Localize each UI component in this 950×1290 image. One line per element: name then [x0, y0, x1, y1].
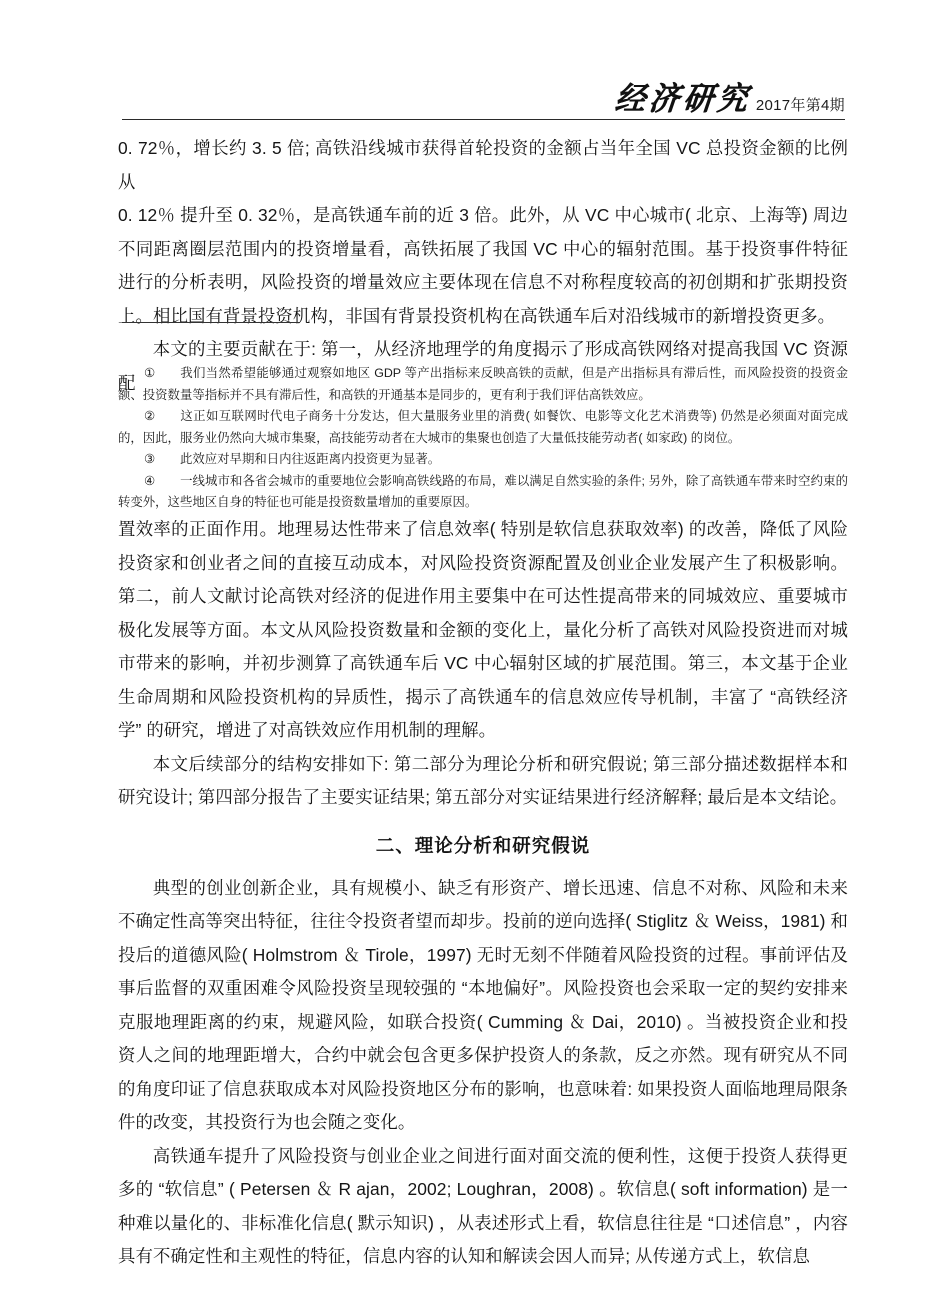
footnote-text: 我们当然希望能够通过观察如地区 GDP 等产出指标来反映高铁的贡献，但是产出指标具有滞后性，而风险投资的投资金额、投资数量等指标并不具有滞后性，和高铁的开通基本是同步的，更有利于我们评估高铁效应。 — [118, 366, 848, 402]
paragraph-contribution: 本文的主要贡献在于: 第一，从经济地理学的角度揭示了形成高铁网络对提高我国 VC 资源配 — [118, 339, 848, 393]
footnote-text: 此效应对早期和日内往返距离内投资更为显著。 — [180, 452, 441, 466]
footnote-list — [118, 363, 848, 514]
footnote-item — [118, 471, 848, 514]
footnote-marker: ④ — [144, 473, 156, 488]
footnote-text: 这正如互联网时代电子商务十分发达，但大量服务业里的消费( 如餐饮、电影等文化艺术消费等) 仍然是必须面对面完成的，因此，服务业仍然向大城市集聚，高技能劳动者在大城市的集聚也创造了大量低技能劳动者( 如家政) 的岗位。 — [118, 409, 848, 445]
section-heading: 二、理论分析和研究假说 — [375, 834, 591, 856]
paragraph-body: 0. 12％ 提升至 0. 32％，是高铁通车前的近 3 倍。此外，从 VC 中心城市( 北京、上海等) 周边不同距离圈层范围内的投资增量看，高铁拓展了我国 VC 中心的辐射范围。基于投资事件特征进行的分析表明，风险投资的增量效应主要体现在信息不对称程度较高的初创期和扩张期投资上。相比国有背景投资机构，非国有背景投资机构在高铁通车后对沿线城市的新增投资更多。 — [118, 205, 848, 326]
footnote-item — [118, 449, 848, 471]
footnote-marker: ③ — [144, 452, 156, 466]
footnote-marker: ① — [144, 366, 156, 380]
journal-logo: 经济研究 — [613, 81, 753, 117]
paragraph-theory-2: 高铁通车提升了风险投资与创业企业之间进行面对面交流的便利性，这便于投资人获得更多的 “软信息” ( Petersen ＆ R ajan，2002; Loughran，2008) 。软信息( soft information) 是一种难以量化的、非标准化信息( 默示知识) ，从表述形式上看，软信息往往是 “口述信息” ，内容具有不确定性和主观性的特征，信息内容的认知和解读会因人而异; 从传递方式上，软信息 — [118, 1145, 848, 1266]
issue-label: 2017年第4期 — [755, 97, 845, 114]
paragraph-theory-1: 典型的创业创新企业，具有规模小、缺乏有形资产、增长迅速、信息不对称、风险和未来不确定性高等突出特征，往往令投资者望而却步。投前的逆向选择( Stiglitz ＆ Weiss，1981) 和投后的道德风险( Holmstrom ＆ Tirole，1997) 无时无刻不伴随着风险投资的过程。事前评估及事后监督的双重困难令风险投资呈现较强的 “本地偏好”。风险投资也会采取一定的契约安排来克服地理距离的约束，规避风险，如联合投资( Cumming ＆ Dai，2010) 。当被投资企业和投资人之间的地理距增大，合约中就会包含更多保护投资人的条款，反之亦然。现有研究从不同的角度印证了信息获取成本对风险投资地区分布的影响，也意味着: 如果投资人面临地理局限条件的改变，其投资行为也会随之变化。 — [118, 877, 848, 1132]
body-text-lower — [118, 513, 848, 1274]
body-text-upper — [118, 132, 848, 400]
paragraph-continuation — [118, 132, 848, 333]
footnote-separator — [122, 322, 300, 323]
footnote-item — [118, 363, 848, 406]
footnote-text: 一线城市和各省会城市的重要地位会影响高铁线路的布局，难以满足自然实验的条件; 另外，除了高铁通车带来时空约束的转变外，这些地区自身的特征也可能是投资数量增加的重要原因。 — [118, 473, 848, 509]
header-divider — [122, 119, 845, 120]
paragraph-line-fragment: 0. 72％，增长约 3. 5 倍; 高铁沿线城市获得首轮投资的金额占当年全国 VC 总投资金额的比例从 — [118, 138, 848, 192]
paragraph-structure: 本文后续部分的结构安排如下: 第二部分为理论分析和研究假说; 第三部分描述数据样本和研究设计; 第四部分报告了主要实证结果; 第五部分对实证结果进行经济解释; 最后是本文结论。 — [118, 753, 848, 807]
footnote-item — [118, 406, 848, 449]
paragraph-contribution-continued: 置效率的正面作用。地理易达性带来了信息效率( 特别是软信息获取效率) 的改善，降低了风险投资家和创业者之间的直接互动成本，对风险投资资源配置及创业企业发展产生了积极影响。第二，前人文献讨论高铁对经济的促进作用主要集中在可达性提高带来的同城效应、重要城市极化发展等方面。本文从风险投资数量和金额的变化上，量化分析了高铁对风险投资进而对城市带来的影响，并初步测算了高铁通车后 VC 中心辐射区域的扩展范围。第三，本文基于企业生命周期和风险投资机构的异质性，揭示了高铁通车的信息效应传导机制，丰富了 “高铁经济学” 的研究，增进了对高铁效应作用机制的理解。 — [118, 519, 848, 740]
page-header — [122, 78, 845, 116]
footnote-marker: ② — [144, 409, 156, 423]
